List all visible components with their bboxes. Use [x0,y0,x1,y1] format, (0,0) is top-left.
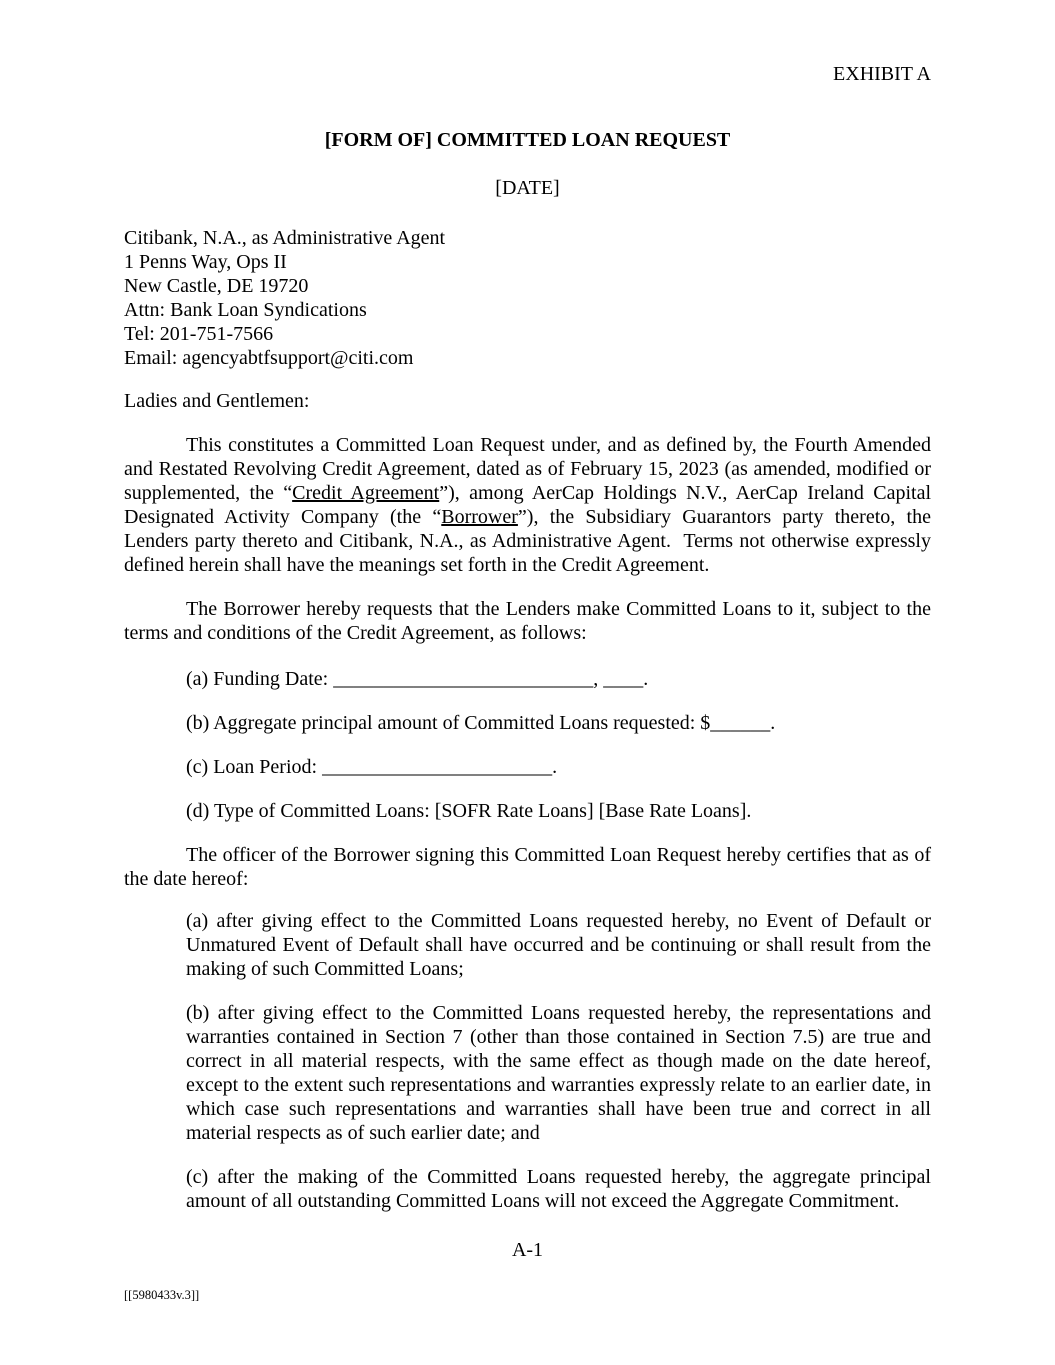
address-line-email: Email: agencyabtfsupport@citi.com [124,347,414,369]
text-segment: ”), the Subsidiary Guarantors party thereto, the Lenders party thereto and Citibank, N.A., as Administrative Agent. Terms not otherwise expressly defined herein shall have the meanings set forth in the Credit Agreement. [124,506,931,576]
request-item-loan-period: (c) Loan Period: _______________________. [186,756,558,778]
exhibit-label: EXHIBIT A [833,63,931,85]
cert-item-aggregate-commitment: (c) after the making of the Committed Loans requested hereby, the aggregate principal amount of all outstanding Committed Loans will not exceed the Aggregate Commitment. [186,1166,931,1212]
page-number: A-1 [511,1239,544,1261]
text-segment: This constitutes a Committed Loan Request under, and as defined by, the Fourth Amended and Restated Revolving Credit Agreement, dated as of February 15, 2023 (as amended, modified or supplemented, the “ [124,434,931,504]
address-line-street: 1 Penns Way, Ops II [124,251,287,273]
document-title: [FORM OF] COMMITTED LOAN REQUEST [324,129,731,151]
salutation: Ladies and Gentlemen: [124,390,310,412]
defined-term-credit-agreement: Credit Agreement [292,482,440,504]
cert-item-no-default: (a) after giving effect to the Committed Loans requested hereby, no Event of Default or Unmatured Event of Default shall have occurred and be continuing or shall result from the making of such Committed Loans; [186,910,931,980]
recipient-address [124,226,931,370]
request-paragraph: The Borrower hereby requests that the Lenders make Committed Loans to it, subject to the terms and conditions of the Credit Agreement, as follows: [124,598,931,644]
doc-id-footer: [[5980433v.3]] [124,1288,200,1302]
request-item-loan-type: (d) Type of Committed Loans: [SOFR Rate Loans] [Base Rate Loans]. [186,800,752,822]
intro-paragraph [124,433,931,577]
certification-paragraph: The officer of the Borrower signing this Committed Loan Request hereby certifies that as of the date hereof: [124,844,931,890]
address-line-city: New Castle, DE 19720 [124,275,309,297]
address-line-name: Citibank, N.A., as Administrative Agent [124,227,446,249]
cert-item-representations: (b) after giving effect to the Committed Loans requested hereby, the representations and warranties contained in Section 7 (other than those contained in Section 7.5) are true and correct in all material respects, with the same effect as though made on the date hereof, except to the extent such representations and warranties expressly relate to an earlier date, in which case such representations and warranties shall have been true and correct in all material respects as of such earlier date; and [186,1002,931,1144]
defined-term-borrower: Borrower [441,506,518,528]
request-item-aggregate-amount: (b) Aggregate principal amount of Committed Loans requested: $______. [186,712,776,734]
address-line-tel: Tel: 201-751-7566 [124,323,274,345]
text-segment: ”), among AerCap Holdings N.V., AerCap Ireland Capital Designated Activity Company (the “ [124,482,932,528]
request-item-funding-date: (a) Funding Date: __________________________, ____. [186,668,649,690]
date-placeholder: [DATE] [495,177,560,199]
address-line-attn: Attn: Bank Loan Syndications [124,299,367,321]
